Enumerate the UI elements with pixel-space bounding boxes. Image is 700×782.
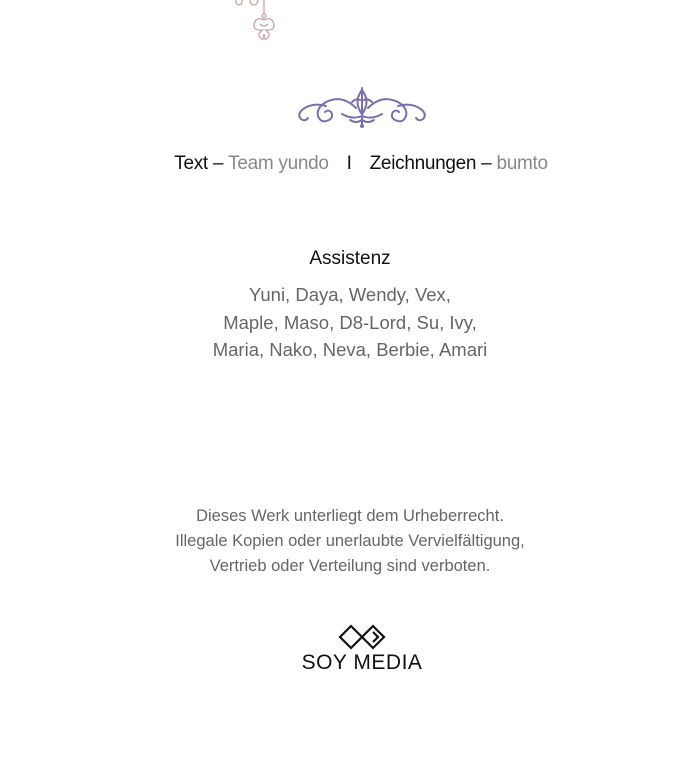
copyright-line: Dieses Werk unterliegt dem Urheberrecht.: [196, 507, 504, 525]
drawing-credit-label: Zeichnungen: [369, 153, 477, 174]
drawing-credit-value: bumto: [496, 153, 548, 174]
copyright-line: Illegale Kopien oder unerlaubte Vervielfältigung,: [175, 532, 525, 550]
text-credit-label: Text: [174, 153, 208, 174]
credits-line: [0, 153, 700, 175]
text-credit-dash: –: [212, 153, 224, 174]
copyright-notice: [0, 504, 700, 579]
copyright-line: Vertrieb oder Verteilung sind verboten.: [209, 557, 491, 575]
assistants-list: [0, 281, 700, 364]
assistants-line: Maple, Maso, D8-Lord, Su, Ivy,: [223, 311, 477, 333]
butterfly-charm-icon: [228, 0, 288, 48]
assistants-line: Maria, Nako, Neva, Berbie, Amari: [212, 339, 488, 360]
assistants-line: Yuni, Daya, Wendy, Vex,: [249, 284, 451, 305]
drawing-credit-dash: –: [481, 153, 492, 174]
text-credit-value: Team yundo: [228, 153, 329, 174]
credit-separator: I: [346, 153, 352, 174]
flourish-ornament-icon: [296, 84, 428, 130]
assistants-title: Assistenz: [309, 248, 391, 269]
publisher-logo: [300, 624, 424, 680]
publisher-name: SOY MEDIA: [301, 651, 423, 674]
soy-media-logo-icon: [338, 624, 386, 650]
